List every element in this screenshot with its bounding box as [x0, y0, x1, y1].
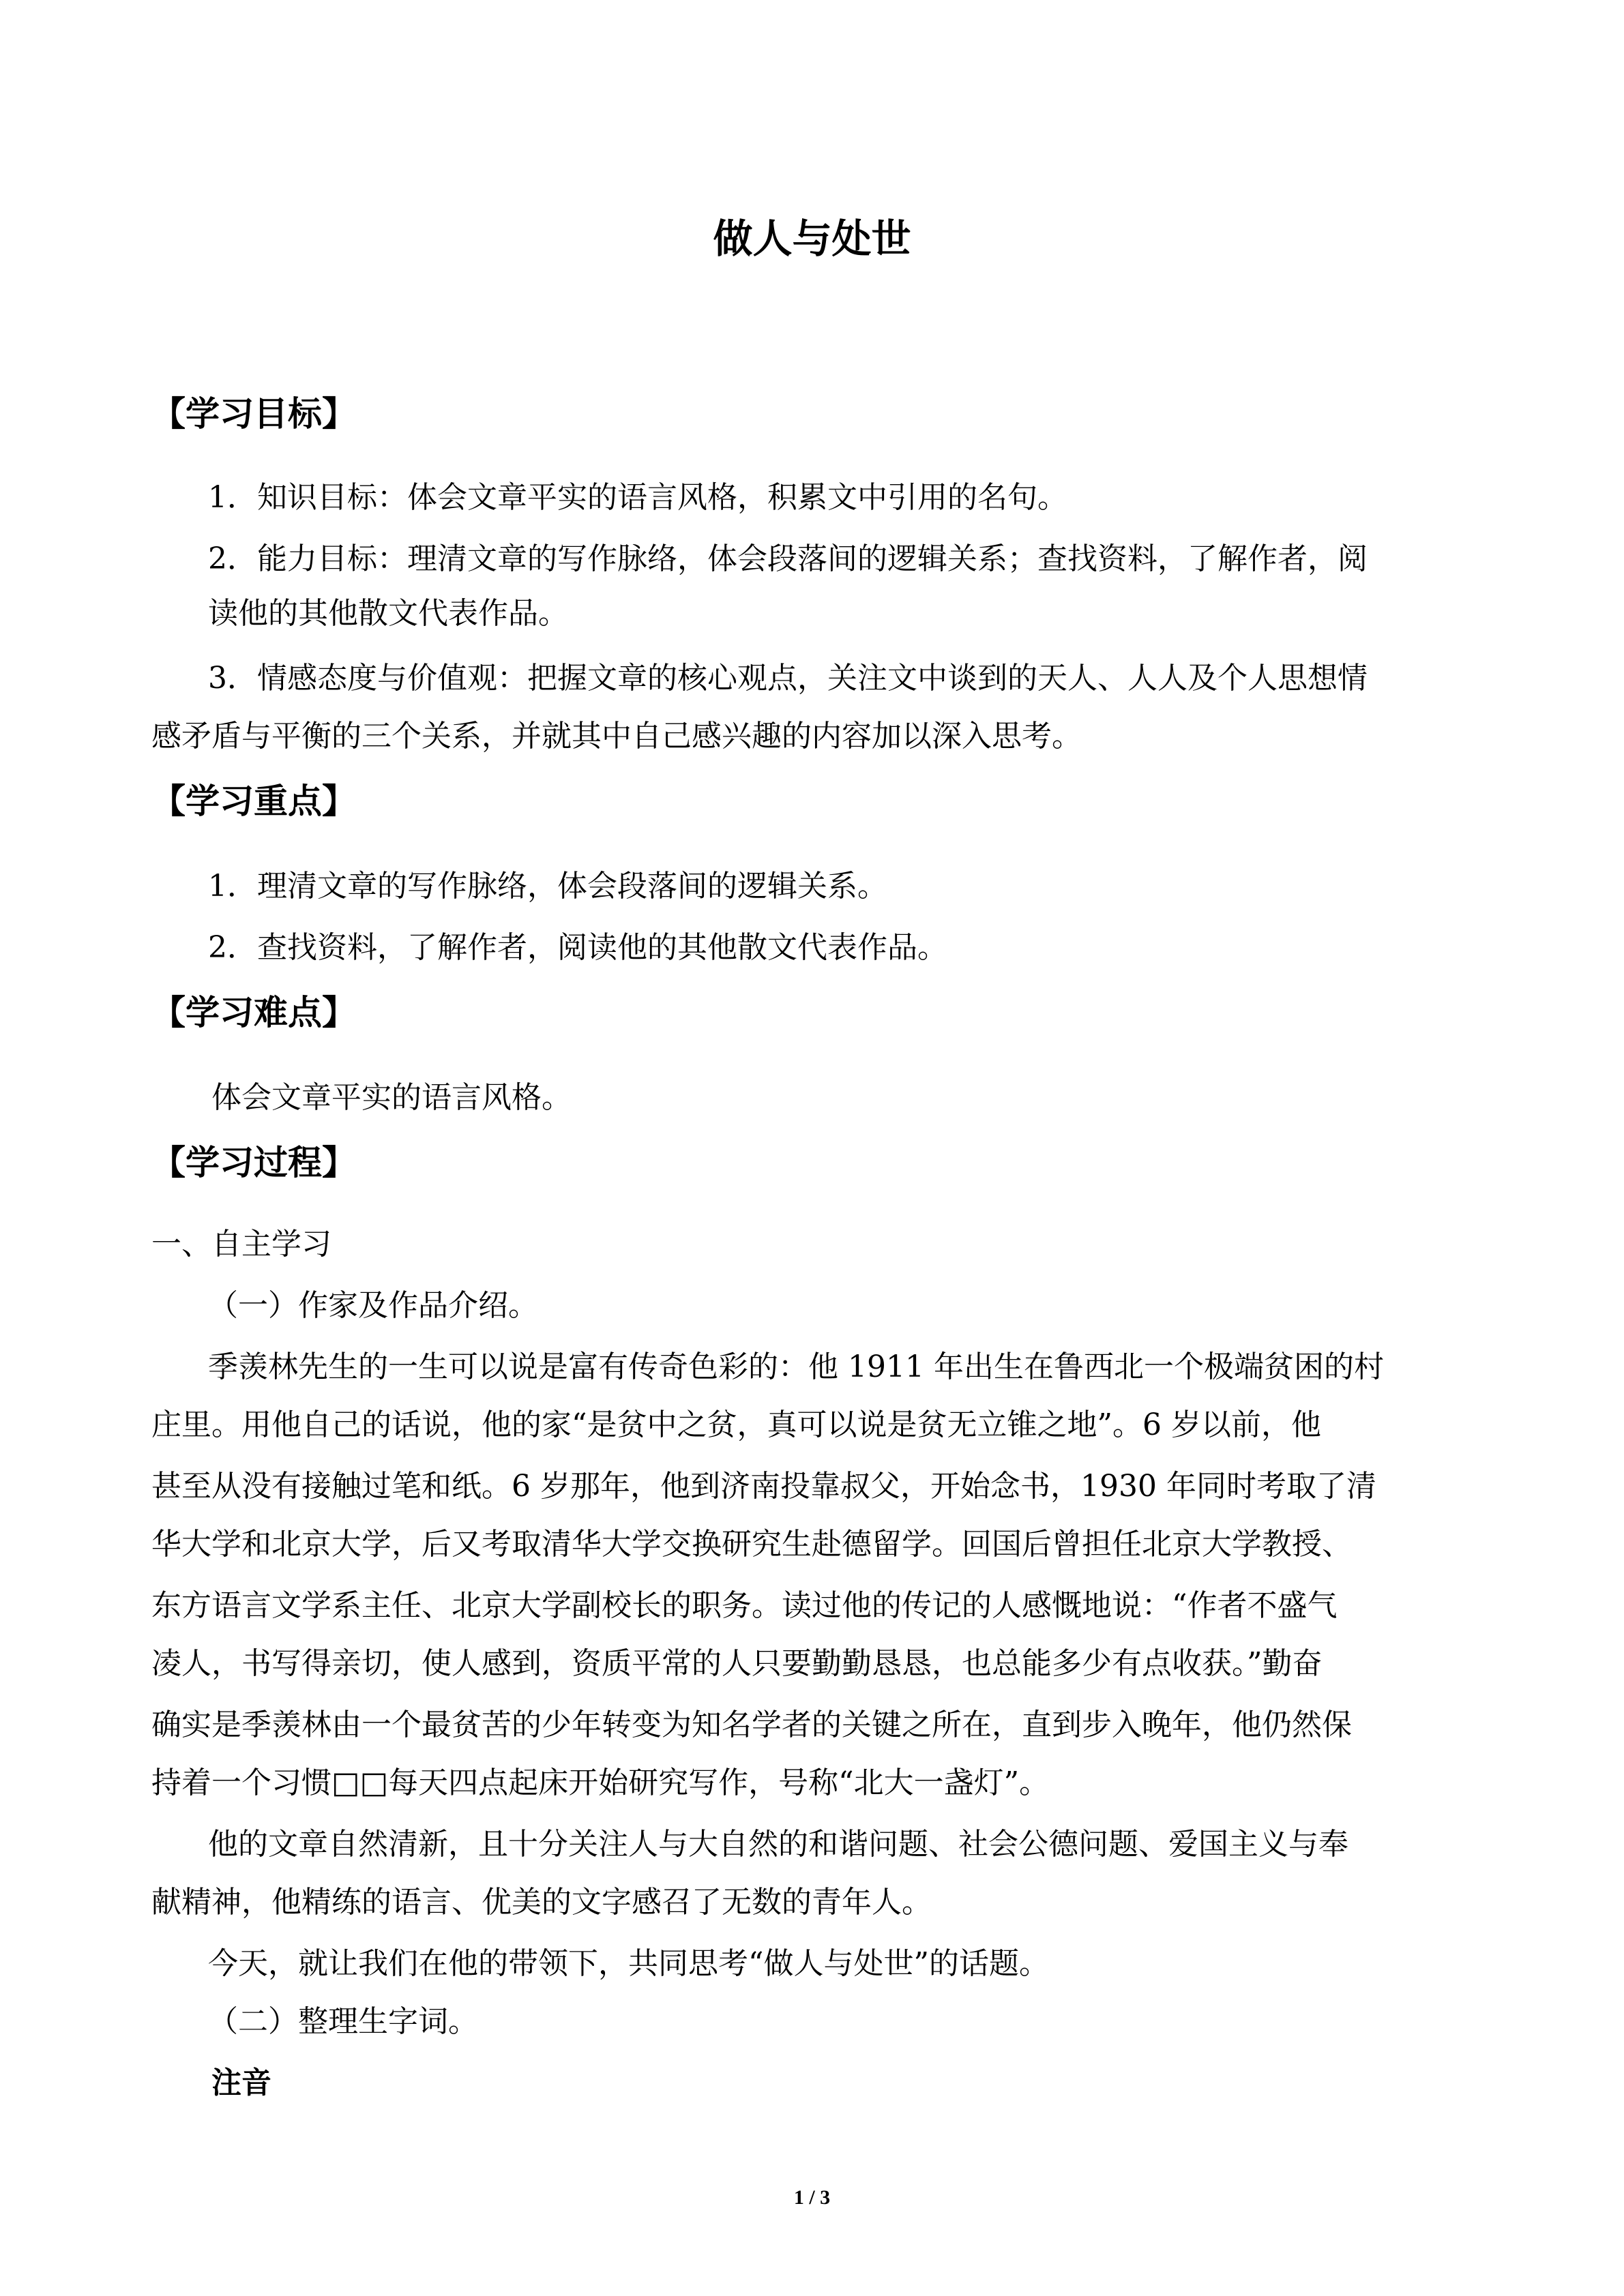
difficulty-line-1: 体会文章平实的语言风格。: [211, 1080, 572, 1115]
style-line-1: 他的文章自然清新，且十分关注人与大自然的和谐问题、社会公德问题、爱国主义与奉: [208, 1827, 1348, 1862]
key-point-line-2: 2．查找资料，了解作者，阅读他的其他散文代表作品。: [208, 930, 947, 965]
heading-key-points: 【学习重点】: [151, 781, 356, 821]
goal-line-4: 3．情感态度与价值观：把握文章的核心观点，关注文中谈到的天人、人人及个人思想情: [208, 661, 1368, 696]
goal-line-1: 1．知识目标：体会文章平实的语言风格，积累文中引用的名句。: [208, 480, 1067, 515]
biography-line-5: 东方语言文学系主任、北京大学副校长的职务。读过他的传记的人感慨地说：“作者不盛气: [151, 1588, 1338, 1623]
style-line-2: 献精神，他精练的语言、优美的文字感召了无数的青年人。: [151, 1885, 932, 1920]
goal-line-3: 读他的其他散文代表作品。: [208, 596, 568, 631]
goal-line-2: 2．能力目标：理清文章的写作脉络，体会段落间的逻辑关系；查找资料，了解作者，阅: [208, 541, 1368, 576]
biography-line-3: 甚至从没有接触过笔和纸。6 岁那年，他到济南投靠叔父，开始念书，1930 年同时考取了清: [151, 1469, 1376, 1504]
goal-line-5: 感矛盾与平衡的三个关系，并就其中自己感兴趣的内容加以深入思考。: [151, 719, 1082, 754]
part2-label: （二）整理生字词。: [208, 2004, 478, 2039]
key-point-line-1: 1．理清文章的写作脉络，体会段落间的逻辑关系。: [208, 869, 887, 904]
process-subheading: 一、自主学习: [151, 1227, 331, 1262]
biography-line-6: 凌人，书写得亲切，使人感到，资质平常的人只要勤勤恳恳，也总能多少有点收获。”勤奋: [151, 1646, 1323, 1681]
biography-line-8: 持着一个习惯□□每天四点起床开始研究写作，号称“北大一盏灯”。: [151, 1765, 1050, 1800]
heading-learning-process: 【学习过程】: [151, 1142, 356, 1182]
biography-line-1: 季羡林先生的一生可以说是富有传奇色彩的：他 1911 年出生在鲁西北一个极端贫困的村: [208, 1350, 1384, 1384]
biography-line-4: 华大学和北京大学，后又考取清华大学交换研究生赴德留学。回国后曾担任北京大学教授、: [151, 1527, 1352, 1562]
biography-line-7: 确实是季羡林由一个最贫苦的少年转变为知名学者的关键之所在，直到步入晚年，他仍然保: [151, 1708, 1352, 1742]
heading-learning-goals: 【学习目标】: [151, 393, 356, 434]
topic-intro-line: 今天，就让我们在他的带领下，共同思考“做人与处世”的话题。: [208, 1946, 1049, 1981]
heading-difficulties: 【学习难点】: [151, 992, 356, 1032]
biography-line-2: 庄里。用他自己的话说，他的家“是贫中之贫，真可以说是贫无立锥之地”。6 岁以前，他: [151, 1407, 1321, 1442]
page-number: 1 / 3: [793, 2186, 831, 2209]
document-title: 做人与处世: [713, 215, 911, 262]
pronunciation-label: 注音: [211, 2066, 271, 2100]
part1-label: （一）作家及作品介绍。: [208, 1288, 538, 1323]
